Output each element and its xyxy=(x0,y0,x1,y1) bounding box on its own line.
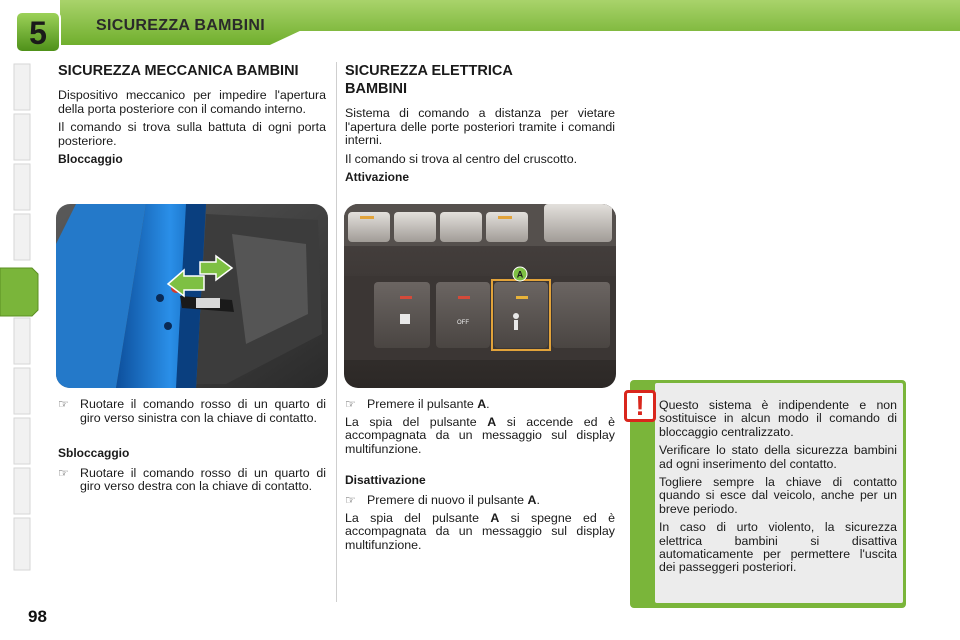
pointer-icon: ☞ xyxy=(345,397,356,411)
active-chapter-tab xyxy=(0,268,38,316)
warning-text-4: In caso di urto violento, la sicurezza elettrica bambini si disattiva automaticamente per permettere l'uscita dei passeggeri posteriori. xyxy=(659,520,897,575)
mechanical-safety-section xyxy=(58,62,326,173)
page-number: 98 xyxy=(28,607,47,626)
pointer-icon: ☞ xyxy=(345,492,356,507)
warning-text-1: Questo sistema è indipendente e non sostituisce in alcun modo il comando di bloccaggio centralizzato. xyxy=(659,398,897,439)
console-button-photo xyxy=(344,204,616,388)
electric-location: Il comando si trova al centro del cruscotto. xyxy=(345,151,578,166)
mechanical-safety-title: SICUREZZA MECCANICA BAMBINI xyxy=(58,63,299,79)
button-a-label: A xyxy=(516,269,524,280)
lock-heading: Bloccaggio xyxy=(58,152,123,167)
pointer-icon: ☞ xyxy=(58,465,69,480)
unlock-instruction: ☞ Ruotare il comando rosso di un quarto di giro verso destra con la chiave di contatto. xyxy=(58,465,326,494)
electric-safety-title: SICUREZZA ELETTRICA BAMBINI xyxy=(345,63,513,97)
pointer-icon: ☞ xyxy=(58,397,69,411)
warning-text-3: Togliere sempre la chiave di contatto quando si esce dal veicolo, anche per un breve periodo. xyxy=(659,475,897,516)
activation-heading: Attivazione xyxy=(345,170,410,185)
deactivation-description: La spia del pulsante A si spegne ed è accompagnata da un messaggio sul display multifunzione. xyxy=(345,510,615,552)
lock-instruction: ☞ Ruotare il comando rosso di un quarto di giro verso sinistra con la chiave di contatto. xyxy=(58,397,326,425)
lock-symbol-icon xyxy=(400,314,410,324)
electric-safety-section xyxy=(345,62,615,191)
chapter-number: 5 xyxy=(29,15,47,51)
electric-instructions xyxy=(345,398,615,557)
chapter-tab-rail xyxy=(0,60,40,580)
deactivation-heading: Disattivazione xyxy=(345,473,426,488)
child-symbol-icon xyxy=(513,313,519,319)
mechanical-location: Il comando si trova sulla battuta di ogni porta posteriore. xyxy=(58,120,326,148)
electric-intro: Sistema di comando a distanza per vietare l'apertura delle porte posteriori tramite i comandi interni. xyxy=(345,106,615,148)
warning-box xyxy=(655,383,903,603)
off-label: OFF xyxy=(457,320,469,326)
unlock-heading: Sbloccaggio xyxy=(58,446,130,461)
column-divider xyxy=(336,62,337,602)
page-title: SICUREZZA BAMBINI xyxy=(96,17,265,34)
deactivation-instruction: ☞ Premere di nuovo il pulsante A. xyxy=(345,492,540,507)
door-lock-photo xyxy=(56,204,328,388)
chapter-badge xyxy=(14,10,62,54)
mechanical-instructions xyxy=(58,398,326,498)
activation-description: La spia del pulsante A si accende ed è accompagnata da un messaggio sul display multifunzione. xyxy=(345,414,615,456)
warning-icon: ! xyxy=(624,390,656,422)
warning-text-2: Verificare lo stato della sicurezza bambini ad ogni inserimento del contatto. xyxy=(659,443,897,471)
mechanical-intro: Dispositivo meccanico per impedire l'apertura della porta posteriore con il comando interno. xyxy=(58,88,326,116)
activation-instruction: ☞ Premere il pulsante A. xyxy=(345,397,490,411)
